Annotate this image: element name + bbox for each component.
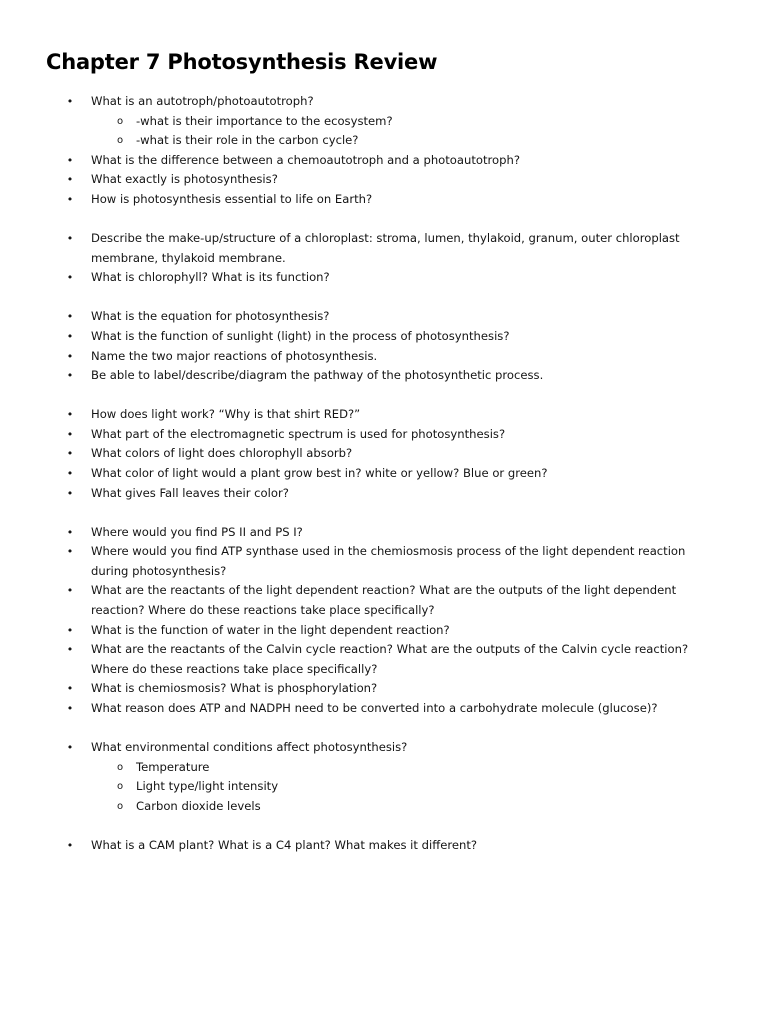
list-item-text: Carbon dioxide levels bbox=[136, 798, 261, 813]
list-item bbox=[0, 836, 768, 856]
bullet-marker: • bbox=[66, 310, 74, 324]
sub-list-item bbox=[0, 112, 768, 132]
list-item bbox=[0, 444, 768, 464]
list-item bbox=[0, 640, 768, 679]
sub-list-item bbox=[0, 797, 768, 817]
list-item bbox=[0, 523, 768, 543]
list-item bbox=[0, 484, 768, 504]
bullet-marker: • bbox=[66, 486, 74, 500]
list-item bbox=[0, 190, 768, 210]
list-item bbox=[0, 542, 768, 581]
bullet-marker: • bbox=[66, 349, 74, 363]
bullet-marker: • bbox=[66, 271, 74, 285]
page-title: Chapter 7 Photosynthesis Review bbox=[46, 50, 438, 74]
list-item-text: Be able to label/describe/diagram the pathway of the photosynthetic process. bbox=[91, 368, 544, 383]
sub-bullet-marker: o bbox=[116, 135, 124, 147]
bullet-marker: • bbox=[66, 643, 74, 657]
list-item-text: What is the function of sunlight (light) in the process of photosynthesis? bbox=[91, 328, 510, 343]
sub-list-item bbox=[0, 758, 768, 778]
bullet-marker: • bbox=[66, 702, 74, 716]
list-item bbox=[0, 229, 768, 268]
list-item-text: Where would you find ATP synthase used in the chemiosmosis process of the light dependent reaction during photosynthesis? bbox=[91, 544, 686, 578]
list-item-text: Light type/light intensity bbox=[136, 779, 279, 794]
list-item-text: What part of the electromagnetic spectrum is used for photosynthesis? bbox=[91, 426, 506, 441]
sub-bullet-marker: o bbox=[116, 781, 124, 793]
list-item-text: What is the equation for photosynthesis? bbox=[91, 309, 330, 324]
list-item-text: What is a CAM plant? What is a C4 plant? What makes it different? bbox=[91, 838, 478, 852]
list-item bbox=[0, 738, 768, 758]
list-item-text: How is photosynthesis essential to life on Earth? bbox=[91, 191, 373, 206]
bullet-marker: • bbox=[66, 427, 74, 441]
bullet-marker: • bbox=[66, 467, 74, 480]
list-item-text: What is an autotroph/photoautotroph? bbox=[91, 94, 314, 108]
bullet-marker: • bbox=[66, 153, 74, 167]
list-item bbox=[0, 151, 768, 171]
list-item bbox=[0, 347, 768, 367]
sub-bullet-marker: o bbox=[116, 115, 124, 127]
list-item bbox=[0, 581, 768, 620]
list-item-text: What exactly is photosynthesis? bbox=[91, 172, 278, 187]
bullet-marker: • bbox=[66, 232, 74, 246]
bullet-marker: • bbox=[66, 95, 74, 108]
question-list bbox=[0, 92, 768, 856]
list-item bbox=[0, 327, 768, 347]
bullet-marker: • bbox=[66, 741, 74, 755]
sub-bullet-marker: o bbox=[116, 800, 124, 812]
list-item-text: How does light work? “Why is that shirt RED?” bbox=[91, 407, 361, 422]
list-item-text: Temperature bbox=[136, 759, 210, 774]
bullet-marker: • bbox=[66, 173, 74, 187]
bullet-marker: • bbox=[66, 329, 74, 343]
list-item-text: What reason does ATP and NADPH need to be converted into a carbohydrate molecule (glucose)? bbox=[91, 701, 658, 716]
bullet-marker: • bbox=[66, 682, 74, 696]
list-item bbox=[0, 679, 768, 699]
list-item-text: What are the reactants of the light dependent reaction? What are the outputs of the light dependent reaction? Where do these reactions take place specifically? bbox=[91, 583, 677, 618]
list-item bbox=[0, 307, 768, 327]
list-item-text: Name the two major reactions of photosynthesis. bbox=[91, 348, 378, 363]
list-item-text: What color of light would a plant grow best in? white or yellow? Blue or green? bbox=[91, 466, 548, 480]
list-item-text: What gives Fall leaves their color? bbox=[91, 485, 289, 500]
sub-bullet-marker: o bbox=[116, 761, 124, 773]
bullet-marker: • bbox=[66, 192, 74, 206]
list-item bbox=[0, 405, 768, 425]
list-item bbox=[0, 425, 768, 445]
bullet-marker: • bbox=[66, 369, 74, 383]
list-item-text: Describe the make-up/structure of a chloroplast: stroma, lumen, thylakoid, granum, outer chloroplast membrane, thylakoid membrane. bbox=[91, 231, 680, 265]
list-item bbox=[0, 170, 768, 190]
bullet-marker: • bbox=[66, 525, 74, 539]
bullet-marker: • bbox=[66, 408, 74, 422]
list-item bbox=[0, 464, 768, 484]
bullet-marker: • bbox=[66, 623, 74, 637]
list-item-text: -what is their role in the carbon cycle? bbox=[136, 133, 359, 148]
list-item bbox=[0, 621, 768, 641]
list-item-text: What environmental conditions affect photosynthesis? bbox=[91, 740, 408, 755]
list-item bbox=[0, 699, 768, 719]
list-item-text: What colors of light does chlorophyll absorb? bbox=[91, 446, 353, 461]
list-item-text: Where would you find PS II and PS I? bbox=[91, 524, 303, 539]
list-item-text: What is the difference between a chemoautotroph and a photoautotroph? bbox=[91, 152, 521, 167]
sub-list-item bbox=[0, 777, 768, 797]
bullet-marker: • bbox=[66, 545, 74, 559]
list-item-text: -what is their importance to the ecosystem? bbox=[136, 113, 393, 128]
list-item bbox=[0, 92, 768, 112]
bullet-marker: • bbox=[66, 447, 74, 461]
list-item-text: What is chlorophyll? What is its function? bbox=[91, 270, 330, 285]
list-item-text: What is the function of water in the light dependent reaction? bbox=[91, 622, 450, 637]
list-item-text: What are the reactants of the Calvin cycle reaction? What are the outputs of the Calvin cycle reaction? Where do these reactions take place specifically? bbox=[91, 642, 689, 676]
bullet-marker: • bbox=[66, 584, 74, 598]
bullet-marker: • bbox=[66, 839, 74, 852]
list-item bbox=[0, 268, 768, 288]
sub-list-item bbox=[0, 131, 768, 151]
list-item-text: What is chemiosmosis? What is phosphorylation? bbox=[91, 681, 378, 696]
list-item bbox=[0, 366, 768, 386]
